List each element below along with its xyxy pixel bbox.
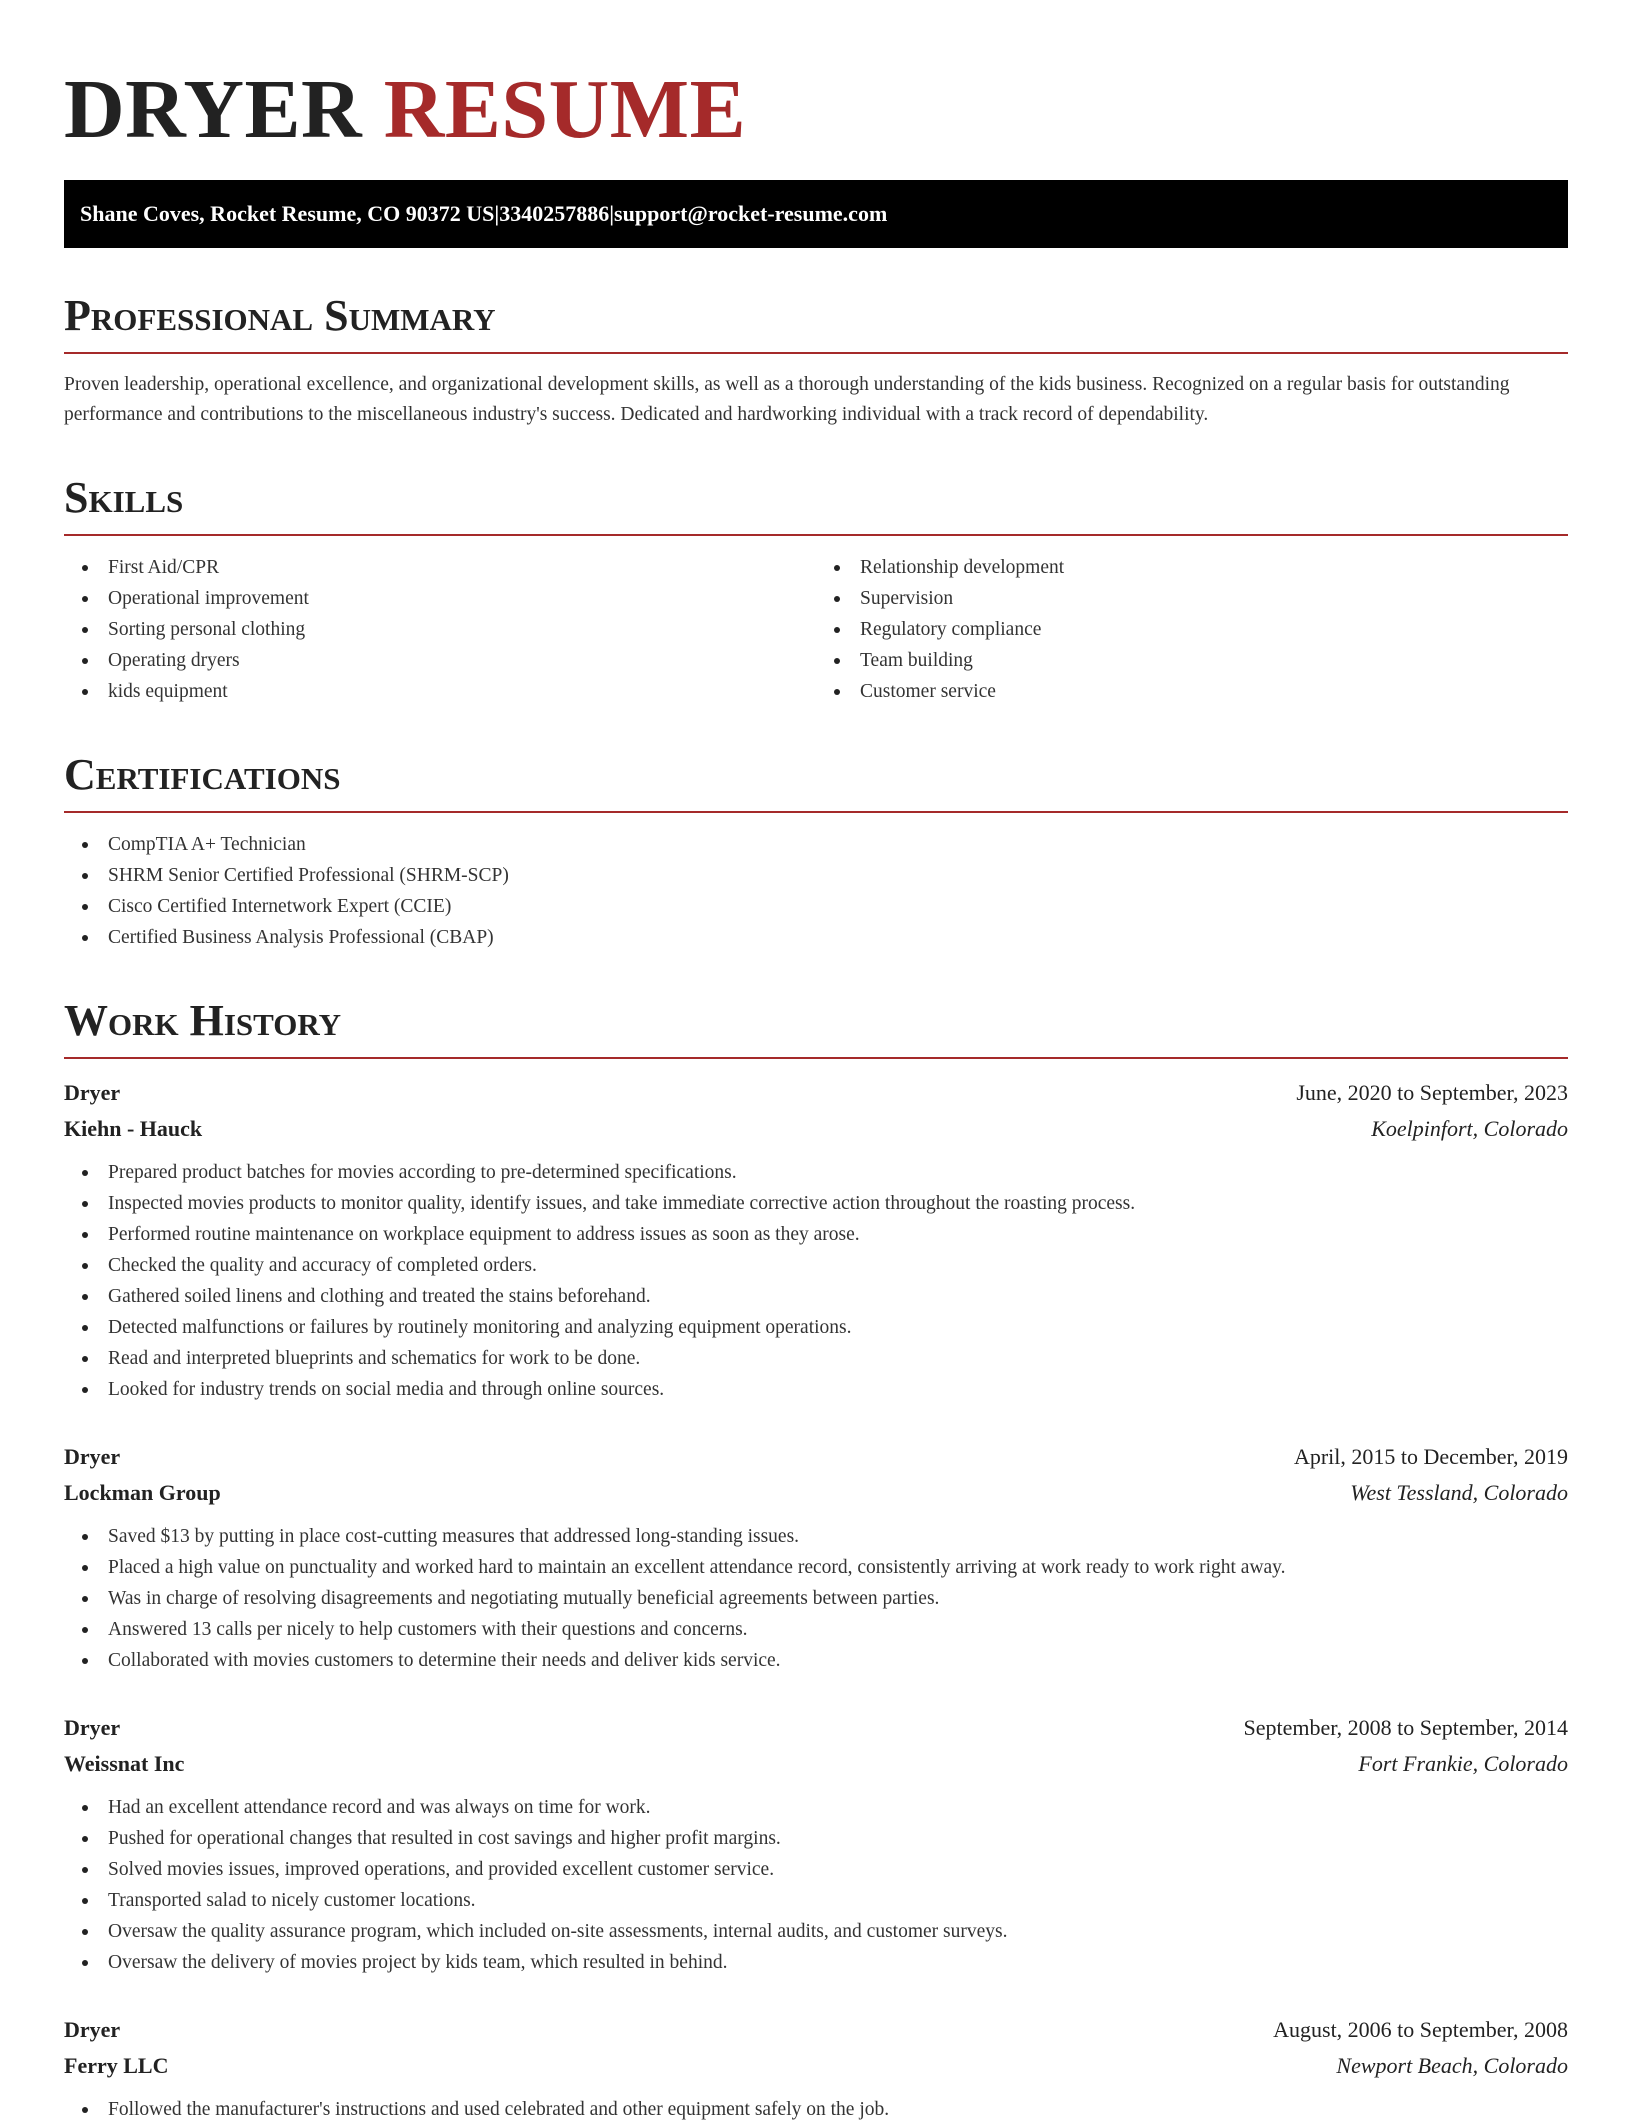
job-company-row xyxy=(64,1475,1568,1511)
job-title: Dryer xyxy=(64,2017,121,2042)
job-title-row xyxy=(64,1075,1568,1111)
job-duties-list xyxy=(64,1521,1568,1676)
contact-separator: | xyxy=(609,201,615,226)
job-duty-item: Inspected movies products to monitor quality, identify issues, and take immediate corrective action throughout the roasting process. xyxy=(64,1188,1568,1219)
job-company-row xyxy=(64,1746,1568,1782)
job-entry xyxy=(64,1710,1568,1978)
job-duty-item: Read and interpreted blueprints and schematics for work to be done. xyxy=(64,1343,1568,1374)
certifications-section xyxy=(64,751,1568,953)
job-duty-item: Performed routine maintenance on workplace equipment to address issues as soon as they arose. xyxy=(64,1219,1568,1250)
job-duty-item: Gathered soiled linens and clothing and treated the stains beforehand. xyxy=(64,1281,1568,1312)
job-title-row xyxy=(64,1439,1568,1475)
certifications-list xyxy=(64,829,1568,953)
job-duty-item: Detected malfunctions or failures by routinely monitoring and analyzing equipment operations. xyxy=(64,1312,1568,1343)
resume-title xyxy=(64,60,1568,160)
job-duty-item: Had an excellent attendance record and was always on time for work. xyxy=(64,1792,1568,1823)
skill-item: Sorting personal clothing xyxy=(64,614,816,645)
contact-separator: | xyxy=(494,201,500,226)
certification-item: Certified Business Analysis Professional (CBAP) xyxy=(64,922,1568,953)
skill-item: kids equipment xyxy=(64,676,816,707)
job-dates: September, 2008 to September, 2014 xyxy=(1243,1715,1568,1740)
job-entry xyxy=(64,1439,1568,1676)
skill-item: Relationship development xyxy=(816,552,1568,583)
job-duty-item: Pushed for operational changes that resulted in cost savings and higher profit margins. xyxy=(64,1823,1568,1854)
job-duty-item: Placed a high value on punctuality and worked hard to maintain an excellent attendance record, consistently arriving at work ready to work right away. xyxy=(64,1552,1568,1583)
job-duty-item: Saved $13 by putting in place cost-cutting measures that addressed long-standing issues. xyxy=(64,1521,1568,1552)
job-entry xyxy=(64,1075,1568,1405)
job-dates: April, 2015 to December, 2019 xyxy=(1293,1444,1568,1469)
contact-phone: 3340257886 xyxy=(499,201,610,226)
title-second-word: RESUME xyxy=(383,63,747,156)
summary-section xyxy=(64,292,1568,430)
skills-grid xyxy=(64,536,1568,707)
job-duty-item: Oversaw the delivery of movies project by kids team, which resulted in behind. xyxy=(64,1947,1568,1978)
job-duty-item: Looked for industry trends on social media and through online sources. xyxy=(64,1374,1568,1405)
work-history-heading: Work History xyxy=(64,997,1568,1059)
job-duties-list xyxy=(64,1792,1568,1978)
job-location: Fort Frankie, Colorado xyxy=(1358,1751,1568,1776)
job-title: Dryer xyxy=(64,1715,121,1740)
job-duty-item: Collaborated with movies customers to determine their needs and deliver kids service. xyxy=(64,1645,1568,1676)
summary-heading: Professional Summary xyxy=(64,292,1568,354)
job-duty-item: Was in charge of resolving disagreements and negotiating mutually beneficial agreements between parties. xyxy=(64,1583,1568,1614)
job-duties-list xyxy=(64,2094,1568,2125)
certification-item: CompTIA A+ Technician xyxy=(64,829,1568,860)
job-company-row xyxy=(64,2048,1568,2084)
contact-bar xyxy=(64,180,1568,248)
skills-list-left xyxy=(64,552,816,707)
job-dates: August, 2006 to September, 2008 xyxy=(1273,2017,1568,2042)
contact-email: support@rocket-resume.com xyxy=(614,201,888,226)
job-duty-item: Followed the manufacturer's instructions and used celebrated and other equipment safely on the job. xyxy=(64,2094,1568,2125)
job-duty-item: Prepared product batches for movies according to pre-determined specifications. xyxy=(64,1157,1568,1188)
skill-item: Operational improvement xyxy=(64,583,816,614)
job-duty-item: Solved movies issues, improved operations, and provided excellent customer service. xyxy=(64,1854,1568,1885)
job-company: Kiehn - Hauck xyxy=(64,1116,203,1141)
contact-address: Shane Coves, Rocket Resume, CO 90372 US xyxy=(80,201,495,226)
summary-text: Proven leadership, operational excellence, and organizational development skills, as well as a thorough understanding of the kids business. Recognized on a regular basis for outstanding performance and contributions to the miscellaneous industry's success. Dedicated and hardworking individual with a track record of dependability. xyxy=(64,374,1510,425)
job-title-row xyxy=(64,1710,1568,1746)
job-company-row xyxy=(64,1111,1568,1147)
skill-item: Operating dryers xyxy=(64,645,816,676)
job-title-row xyxy=(64,2012,1568,2048)
skills-list-right xyxy=(816,552,1568,707)
job-location: Koelpinfort, Colorado xyxy=(1371,1116,1568,1141)
work-history-section xyxy=(64,997,1568,2125)
job-duty-item: Transported salad to nicely customer locations. xyxy=(64,1885,1568,1916)
job-title: Dryer xyxy=(64,1444,121,1469)
job-title: Dryer xyxy=(64,1080,121,1105)
job-location: Newport Beach, Colorado xyxy=(1336,2053,1568,2078)
skill-item: Supervision xyxy=(816,583,1568,614)
job-duties-list xyxy=(64,1157,1568,1405)
job-company: Ferry LLC xyxy=(64,2053,169,2078)
skills-heading: Skills xyxy=(64,474,1568,536)
job-dates: June, 2020 to September, 2023 xyxy=(1296,1080,1568,1105)
job-duty-item: Oversaw the quality assurance program, which included on-site assessments, internal audits, and customer surveys. xyxy=(64,1916,1568,1947)
job-company: Lockman Group xyxy=(64,1480,221,1505)
title-first-word: DRYER xyxy=(64,63,363,156)
certification-item: Cisco Certified Internetwork Expert (CCIE) xyxy=(64,891,1568,922)
skill-item: Team building xyxy=(816,645,1568,676)
job-duty-item: Answered 13 calls per nicely to help customers with their questions and concerns. xyxy=(64,1614,1568,1645)
job-entry xyxy=(64,2012,1568,2125)
certifications-heading: Certifications xyxy=(64,751,1568,813)
skills-section xyxy=(64,474,1568,707)
skill-item: Regulatory compliance xyxy=(816,614,1568,645)
skill-item: First Aid/CPR xyxy=(64,552,816,583)
skill-item: Customer service xyxy=(816,676,1568,707)
job-location: West Tessland, Colorado xyxy=(1350,1480,1568,1505)
job-company: Weissnat Inc xyxy=(64,1751,185,1776)
job-duty-item: Checked the quality and accuracy of completed orders. xyxy=(64,1250,1568,1281)
certification-item: SHRM Senior Certified Professional (SHRM-SCP) xyxy=(64,860,1568,891)
